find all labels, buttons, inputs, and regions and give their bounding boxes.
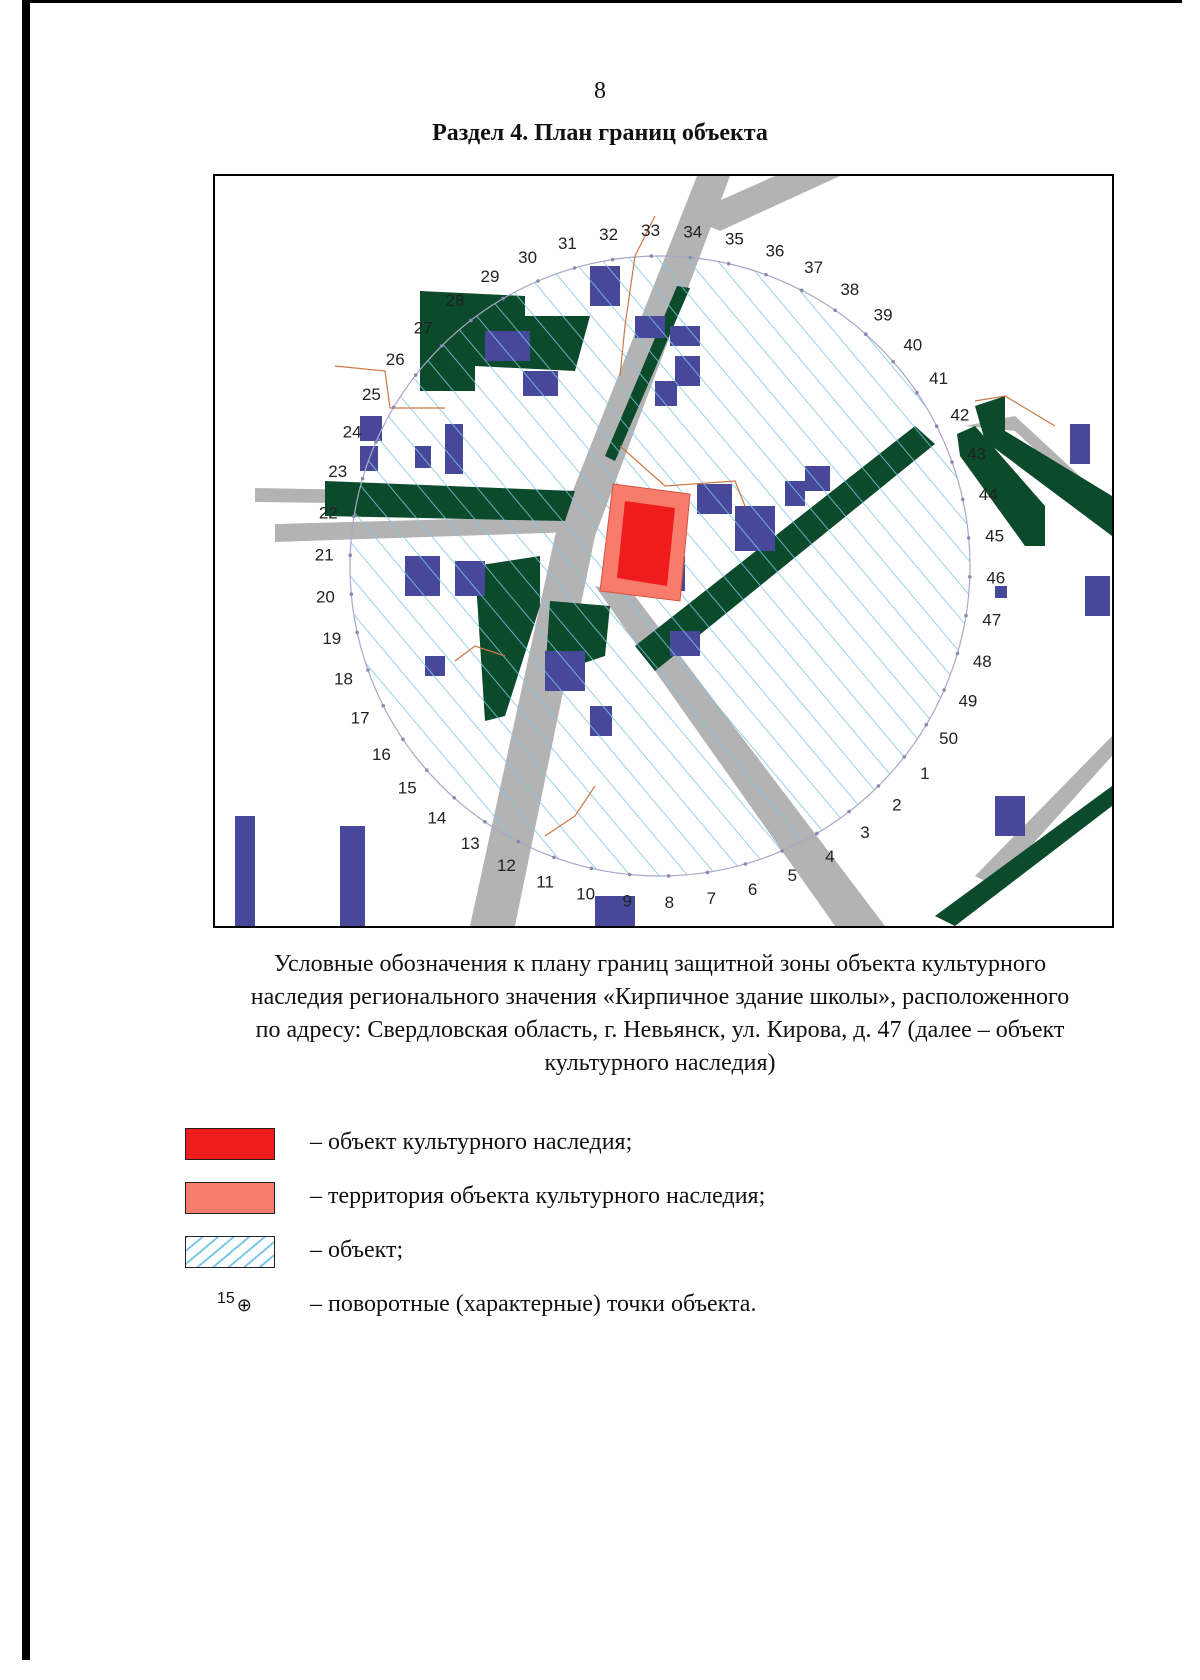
turning-point-label: 11 [536, 872, 554, 892]
page-number: 8 [594, 78, 606, 104]
turning-point-label: 30 [518, 248, 538, 268]
turning-point-marker [452, 796, 456, 800]
map-canvas [215, 176, 1112, 926]
turning-point-label: 46 [986, 568, 1006, 588]
turning-point-marker [968, 575, 972, 579]
turning-point-marker [590, 867, 594, 871]
caption-line: наследия регионального значения «Кирпичное здание школы», расположенного [250, 984, 1070, 1010]
turning-point-marker [706, 871, 710, 875]
turning-point-marker [877, 784, 881, 788]
turning-point-label: 18 [334, 669, 353, 689]
turning-point-marker [650, 254, 654, 258]
legend-item-turning-points [185, 1287, 1085, 1341]
turning-point-marker [956, 652, 960, 656]
turning-point-label: 19 [322, 629, 342, 649]
turning-point-marker [667, 874, 671, 878]
turning-point-label: 25 [361, 385, 381, 404]
turning-point-label: 33 [641, 221, 661, 241]
legend-label: – объект; [310, 1237, 404, 1263]
caption-line: Условные обозначения к плану границ защитной зоны объекта культурного [273, 951, 1047, 977]
turning-point-label: 6 [747, 880, 758, 899]
light-red-fill-swatch [185, 1182, 275, 1214]
turning-point-label: 22 [318, 503, 338, 523]
turning-point-label: 44 [978, 484, 998, 504]
scan-border-top [22, 0, 1182, 3]
turning-point-label: 49 [958, 691, 978, 711]
boundary-map [213, 174, 1114, 928]
turning-point-marker [374, 440, 378, 444]
turning-point-marker [935, 424, 939, 428]
turning-point-label: 3 [860, 823, 870, 843]
turning-point-label: 10 [576, 884, 596, 904]
legend-label: – территория объекта культурного наследия; [310, 1183, 766, 1209]
turning-point-marker [573, 266, 577, 270]
turning-point-marker [689, 256, 693, 260]
turning-point-marker [847, 810, 851, 814]
turning-point-label: 45 [985, 526, 1005, 546]
legend-label: – объект культурного наследия; [310, 1129, 633, 1155]
turning-point-label: 42 [950, 405, 970, 425]
turning-point-marker [815, 832, 819, 836]
turning-point-marker [352, 515, 356, 519]
caption-line: культурного наследия) [544, 1050, 776, 1076]
turning-point-label: 35 [724, 229, 744, 249]
turning-point-label: 2 [892, 795, 902, 815]
turning-point-label: 9 [622, 891, 632, 911]
turning-point-label: 13 [460, 834, 480, 854]
turning-point-marker [833, 308, 837, 312]
legend-item-heritage-object [185, 1125, 1085, 1179]
caption-line: по адресу: Свердловская область, г. Невьянск, ул. Кирова, д. 47 (далее – объект [255, 1017, 1065, 1043]
legend [185, 1125, 1085, 1341]
turning-point-marker [744, 862, 748, 866]
turning-point-label: 43 [967, 444, 986, 464]
turning-point-label: 38 [840, 279, 860, 299]
turning-point-marker [469, 319, 473, 323]
turning-point-marker [425, 768, 429, 772]
turning-point-label: 16 [371, 744, 391, 764]
turning-point-label: 1 [920, 763, 930, 783]
turning-point-label: 17 [350, 708, 370, 728]
legend-label: – поворотные (характерные) точки объекта. [310, 1291, 757, 1317]
turning-point-marker [727, 262, 731, 266]
turning-point-marker [628, 873, 632, 877]
turning-point-marker [350, 592, 354, 596]
turning-point-label: 4 [825, 846, 835, 866]
turning-point-marker [501, 297, 505, 301]
turning-point-marker [552, 856, 556, 860]
turning-point-label: 29 [480, 267, 500, 287]
turning-point-label: 32 [599, 225, 619, 244]
turning-point-label: 36 [765, 241, 785, 261]
turning-point-marker [864, 332, 868, 336]
turning-point-marker [903, 755, 907, 759]
turning-point-marker [536, 279, 540, 283]
turning-point-label: 50 [939, 729, 959, 748]
turning-point-label: 24 [342, 422, 362, 442]
turning-point-label: 31 [557, 234, 577, 253]
turning-point-label: 48 [972, 651, 992, 671]
turning-point-label: 26 [385, 350, 405, 370]
turning-point-marker [961, 498, 965, 502]
turning-point-label: 5 [787, 865, 798, 885]
turning-point-marker [348, 553, 352, 557]
turning-point-label: 8 [664, 892, 675, 912]
turning-point-marker [891, 360, 895, 364]
turning-point-marker [392, 406, 396, 410]
turning-point-label: 14 [427, 808, 447, 828]
turning-point-marker [382, 704, 386, 708]
turning-point-marker [355, 631, 359, 635]
turning-point-marker [483, 820, 487, 824]
turning-point-marker [942, 688, 946, 692]
turning-point-marker [800, 289, 804, 293]
turning-point-label: 41 [929, 369, 949, 389]
scan-border [22, 0, 30, 1660]
turning-point-label: 34 [683, 222, 703, 242]
turning-point-marker [964, 614, 968, 618]
turning-point-marker [915, 391, 919, 395]
turning-point-marker [401, 738, 405, 742]
heritage-object [617, 501, 675, 586]
section-title: Раздел 4. План границ объекта [432, 120, 768, 146]
turning-point-label: 28 [445, 290, 465, 310]
map-caption [170, 948, 1150, 1080]
turning-point-label: 12 [496, 855, 516, 875]
red-fill-swatch [185, 1128, 275, 1160]
turning-point-marker [517, 840, 521, 844]
turning-point-marker [780, 849, 784, 853]
turning-point-marker [764, 273, 768, 277]
hatched-swatch [185, 1236, 275, 1268]
legend-item-heritage-territory [185, 1179, 1085, 1233]
turning-point-marker [440, 344, 444, 348]
crosshair-icon: ⊕ [236, 1295, 252, 1315]
turning-point-marker [967, 536, 971, 540]
turning-point-label: 15 [397, 778, 417, 798]
turning-point-label: 39 [873, 305, 893, 325]
turning-point-marker [366, 668, 370, 672]
turning-point-label: 23 [328, 462, 348, 482]
turning-point-label: 7 [706, 889, 717, 908]
legend-item-object [185, 1233, 1085, 1287]
turning-point-label: 21 [314, 545, 334, 565]
turning-point-marker [611, 258, 615, 262]
turning-point-marker [950, 460, 954, 464]
turning-point-marker [361, 477, 365, 481]
turning-point-label: 40 [903, 335, 923, 355]
turning-point-label: 20 [315, 587, 335, 607]
turning-point-label: 27 [413, 318, 433, 338]
turning-point-marker [414, 373, 418, 377]
turning-point-marker [925, 723, 929, 727]
turning-point-label: 37 [804, 258, 824, 278]
turning-point-number: 15 [217, 1290, 235, 1307]
turning-point-icon [217, 1287, 252, 1315]
turning-point-label: 47 [982, 610, 1002, 630]
